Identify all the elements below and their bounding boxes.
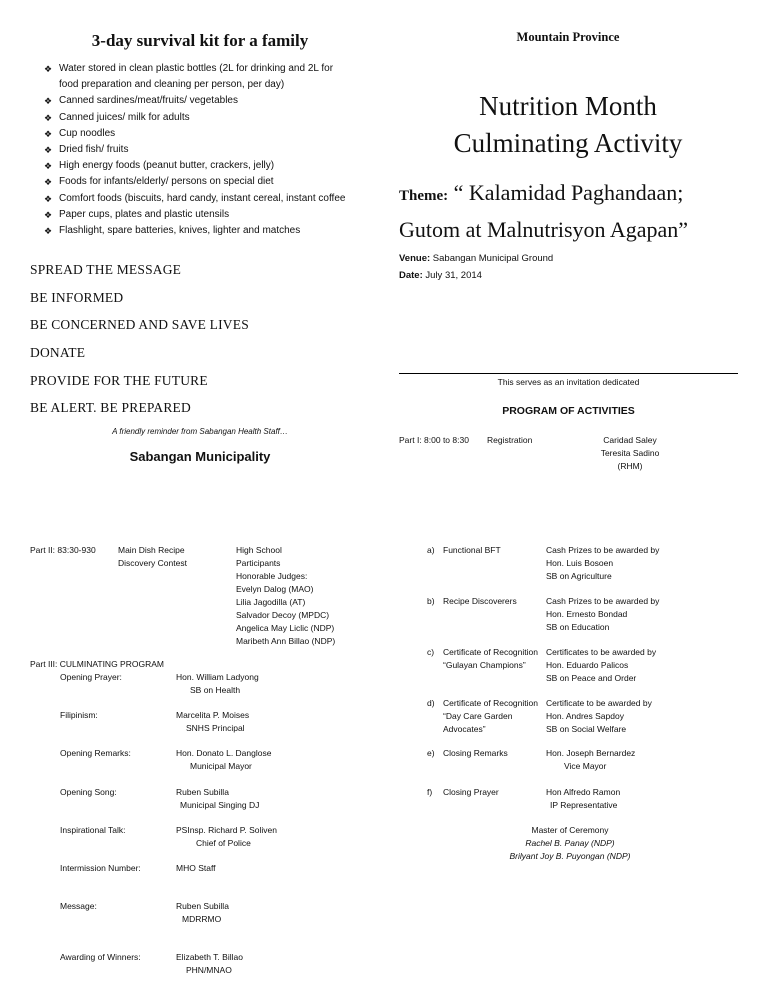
part3-label: Part III: CULMINATING PROGRAM	[30, 659, 164, 669]
award-letter: b)	[427, 596, 435, 606]
message-line: SPREAD THE MESSAGE	[30, 262, 182, 277]
province-title: Mountain Province	[516, 30, 620, 44]
program-person: PSInsp. Richard P. Soliven Chief of Police	[176, 825, 277, 848]
program-item: Intermission Number:	[60, 863, 141, 873]
part1-persons: Caridad Saley Teresita Sadino (RHM)	[600, 435, 660, 471]
venue: Venue: Sabangan Municipal Ground	[399, 253, 554, 264]
kit-list	[44, 61, 364, 239]
kit-item: ❖ Flashlight, spare batteries, knives, lighter and matches	[44, 223, 364, 239]
award-letter: f)	[427, 787, 433, 797]
theme-label: Theme:	[399, 188, 449, 204]
kit-item: ❖ Canned juices/ milk for adults	[44, 110, 364, 126]
program-item: Filipinism:	[60, 710, 98, 720]
program-person: Ruben Subilla Municipal Singing DJ	[176, 787, 260, 810]
award-prize: Certificate to be awarded by Hon. Andres Sapdoy SB on Social Welfare	[546, 698, 652, 734]
emcee-block	[470, 824, 670, 863]
award-prize: Hon. Joseph Bernardez Vice Mayor	[546, 748, 636, 771]
program-item: Inspirational Talk:	[60, 825, 126, 835]
message-line: DONATE	[30, 345, 86, 360]
award-title: Closing Prayer	[443, 787, 499, 797]
program-item: Opening Prayer:	[60, 672, 122, 682]
program-person: Hon. William Ladyong SB on Health	[176, 672, 259, 695]
diamond-bullet-icon: ❖	[44, 226, 53, 237]
part2-activity: Main Dish Recipe Discovery Contest	[118, 545, 187, 568]
emcee-name: Brilyant Joy B. Puyongan (NDP)	[509, 851, 631, 861]
divider	[399, 373, 738, 374]
message-line: BE CONCERNED AND SAVE LIVES	[30, 317, 249, 332]
award-prize: Cash Prizes to be awarded by Hon. Ernesto Bondad SB on Education	[546, 596, 660, 632]
kit-item: ❖ Foods for infants/elderly/ persons on special diet	[44, 174, 364, 190]
program-item: Awarding of Winners:	[60, 952, 141, 962]
health-staff-reminder: A friendly reminder from Sabangan Health Staff…	[112, 427, 288, 436]
award-letter: e)	[427, 748, 435, 758]
municipality-title: Sabangan Municipality	[129, 449, 271, 464]
program-item: Opening Remarks:	[60, 748, 131, 758]
emcee-label: Master of Ceremony	[531, 825, 609, 835]
program-item: Message:	[60, 901, 97, 911]
diamond-bullet-icon: ❖	[44, 128, 53, 139]
theme	[399, 176, 759, 246]
diamond-bullet-icon: ❖	[44, 64, 53, 74]
award-prize: Cash Prizes to be awarded by Hon. Luis Bosoen SB on Agriculture	[546, 545, 660, 581]
kit-item: ❖ Comfort foods (biscuits, hard candy, instant cereal, instant coffee	[44, 191, 364, 207]
date: Date: July 31, 2014	[399, 270, 482, 281]
part2-details: High School Participants Honorable Judges: Evelyn Dalog (MAO) Lilia Jagodilla (AT) Salvador Decoy (MPDC) Angelica May Liclic (NDP) Maribeth Ann Billao (NDP)	[236, 545, 336, 646]
program-title: PROGRAM OF ACTIVITIES	[502, 405, 635, 417]
kit-item: ❖ Cup noodles	[44, 126, 364, 142]
message-line: BE ALERT. BE PREPARED	[30, 400, 191, 415]
part2-label: Part II: 83:30-930	[30, 545, 96, 555]
program-person: Hon. Donato L. Danglose Municipal Mayor	[176, 748, 272, 771]
award-title: Functional BFT	[443, 545, 501, 555]
diamond-bullet-icon: ❖	[44, 193, 53, 204]
message-line: PROVIDE FOR THE FUTURE	[30, 373, 208, 388]
award-title: Certificate of Recognition “Gulayan Champions”	[443, 647, 538, 670]
theme-line: Gutom at Malnutrisyon Agapan”	[399, 217, 689, 242]
theme-line: “ Kalamidad Paghandaan;	[448, 180, 684, 205]
diamond-bullet-icon: ❖	[44, 161, 53, 172]
emcee-name: Rachel B. Panay (NDP)	[525, 838, 615, 848]
invitation-note: This serves as an invitation dedicated	[497, 377, 640, 387]
kit-item: ❖ High energy foods (peanut butter, crackers, jelly)	[44, 158, 364, 174]
program-person: Elizabeth T. Billao PHN/MNAO	[176, 952, 243, 975]
diamond-bullet-icon: ❖	[44, 145, 53, 156]
award-prize: Hon Alfredo Ramon IP Representative	[546, 787, 621, 810]
kit-item: ❖ Dried fish/ fruits	[44, 142, 364, 158]
kit-title: 3-day survival kit for a family	[91, 31, 309, 50]
program-person: MHO Staff	[176, 863, 216, 873]
part1-label: Part I: 8:00 to 8:30	[399, 435, 469, 445]
award-letter: c)	[427, 647, 435, 657]
program-item: Opening Song:	[60, 787, 117, 797]
diamond-bullet-icon: ❖	[44, 96, 53, 107]
award-title: Recipe Discoverers	[443, 596, 517, 606]
award-title: Certificate of Recognition “Day Care Garden Advocates”	[443, 698, 538, 734]
part1-activity: Registration	[487, 435, 533, 445]
award-prize: Certificates to be awarded by Hon. Eduardo Palicos SB on Peace and Order	[546, 647, 657, 683]
diamond-bullet-icon: ❖	[44, 177, 53, 188]
message-line: BE INFORMED	[30, 290, 124, 305]
kit-item: ❖ Paper cups, plates and plastic utensils	[44, 207, 364, 223]
diamond-bullet-icon: ❖	[44, 112, 53, 123]
award-title: Closing Remarks	[443, 748, 508, 758]
diamond-bullet-icon: ❖	[44, 209, 53, 220]
program-person: Marcelita P. Moises SNHS Principal	[176, 710, 250, 733]
program-person: Ruben Subilla MDRRMO	[176, 901, 229, 924]
event-title: Nutrition Month Culminating Activity	[453, 91, 683, 158]
kit-item: ❖ Canned sardines/meat/fruits/ vegetables	[44, 93, 364, 109]
award-letter: a)	[427, 545, 435, 555]
kit-item-continuation: food preparation and cleaning per person, per day)	[59, 79, 285, 91]
kit-item: ❖ Water stored in clean plastic bottles (2L for drinking and 2L for	[44, 61, 364, 77]
award-letter: d)	[427, 698, 435, 708]
